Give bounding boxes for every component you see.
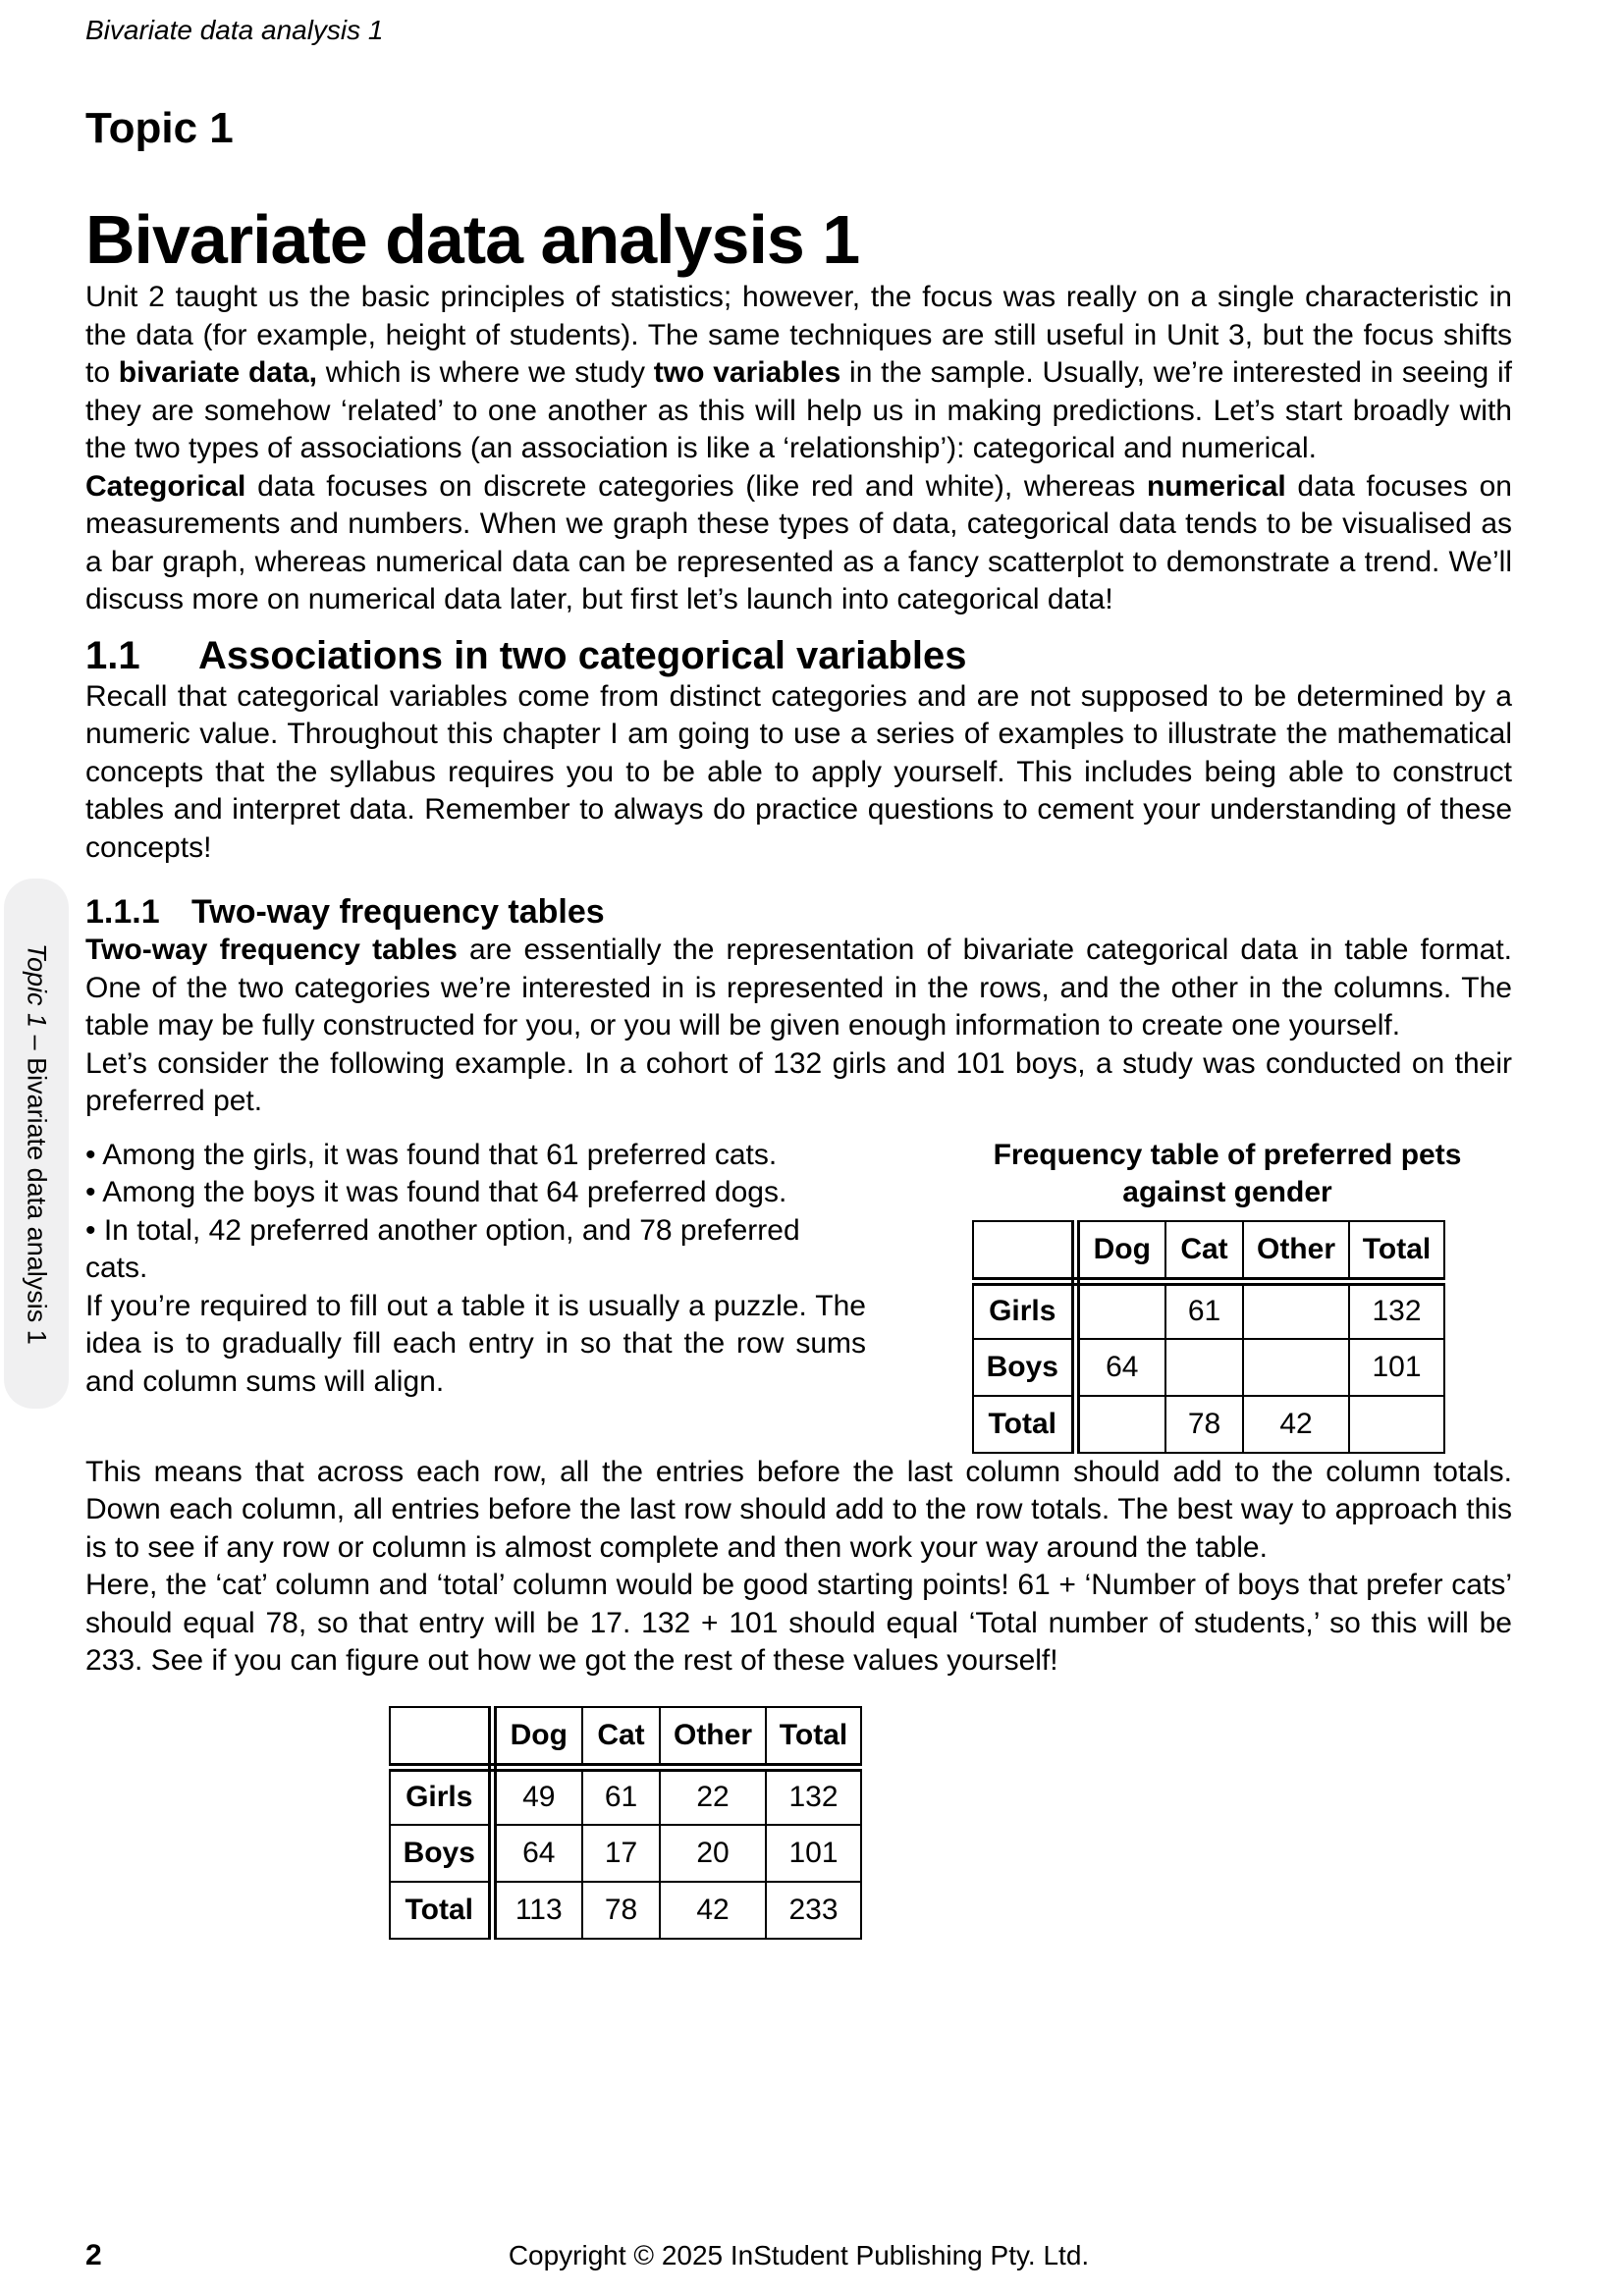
corner-cell (390, 1707, 492, 1768)
intro-paragraph-1 (85, 279, 1512, 468)
text-run: which is where we study (317, 356, 654, 389)
frequency-table-complete (389, 1706, 862, 1940)
cell: 20 (660, 1825, 766, 1882)
chapter-title: Bivariate data analysis 1 (85, 201, 860, 278)
column-header-dog: Dog (492, 1707, 582, 1768)
table-row (973, 1396, 1444, 1453)
table-row (973, 1339, 1444, 1396)
puzzle-paragraph: If you’re required to fill out a table it is usually a puzzle. The idea is to gradually fill each entry in so that the row sums and column sums will align. (85, 1289, 866, 1398)
list-item: • Among the girls, it was found that 61 preferred cats. (85, 1137, 866, 1175)
subsection-title: Two-way frequency tables (191, 893, 605, 931)
this-means-paragraph: This means that across each row, all the entries before the last column should add to the column totals. Down each column, all entries before the last row should add to the row totals. The best way to approach this is to see if any row or column is almost complete and then work your way around the table. (85, 1455, 1512, 1564)
cell (1243, 1282, 1349, 1339)
figure-title: Frequency table of preferred pets against gender (993, 1138, 1462, 1208)
page-footer (85, 2236, 1512, 2275)
recall-paragraph: Recall that categorical variables come from distinct categories and are not supposed to be determined by a numeric value. Throughout this chapter I am going to use a series of examples to illustrate the mathematical concepts that the syllabus requires you to be able to apply yourself. This includes being able to construct tables and interpret data. Remember to always do practice questions to cement your understanding of these concepts! (85, 679, 1512, 864)
list-item: • Among the boys it was found that 64 preferred dogs. (85, 1174, 866, 1212)
column-header-total: Total (766, 1707, 861, 1768)
cell: 17 (582, 1825, 660, 1882)
cell (1075, 1282, 1165, 1339)
cell: 61 (582, 1768, 660, 1825)
column-header-cat: Cat (582, 1707, 660, 1768)
example-paragraph: Let’s consider the following example. In a cohort of 132 girls and 101 boys, a study was conducted on their preferred pet. (85, 1046, 1512, 1117)
table-row (973, 1282, 1444, 1339)
row-label-total: Total (390, 1882, 492, 1939)
column-header-dog: Dog (1075, 1221, 1165, 1282)
text-run: Unit 2 taught us the basic principles of statistics; however, the focus was really on a single characteristic in the data (for example, height of students). The same techniques are still useful in Unit 3, but the focus shifts to (85, 281, 1512, 389)
table-header-row (973, 1221, 1444, 1282)
cell: 101 (766, 1825, 861, 1882)
table-header-row (390, 1707, 861, 1768)
cell: 64 (492, 1825, 582, 1882)
section-number: 1.1 (85, 633, 140, 677)
bold-term-two-variables: two variables (653, 356, 841, 389)
cell: 132 (1349, 1282, 1444, 1339)
cell: 233 (766, 1882, 861, 1939)
twoway-paragraph (85, 932, 1512, 1045)
cell: 42 (660, 1882, 766, 1939)
cell: 101 (1349, 1339, 1444, 1396)
subsection-number: 1.1.1 (85, 893, 160, 931)
cell: 132 (766, 1768, 861, 1825)
topic-heading: Topic 1 (85, 104, 234, 152)
bullet-list (85, 1137, 866, 1288)
row-label-boys: Boys (390, 1825, 492, 1882)
cell: 78 (1165, 1396, 1243, 1453)
text-run: data focuses on measurements and numbers. When we graph these types of data, categorical data tends to be visualised as a bar graph, whereas numerical data can be represented as a fancy scatterplot to demonstrate a trend. We’ll discuss more on numerical data later, but first let’s launch into categorical data! (85, 469, 1512, 615)
cell: 64 (1075, 1339, 1165, 1396)
cell (1165, 1339, 1243, 1396)
completed-table-wrapper (85, 1698, 1165, 1940)
table-row (390, 1768, 861, 1825)
section-title: Associations in two categorical variables (198, 633, 967, 677)
row-label-girls: Girls (390, 1768, 492, 1825)
section-heading-1-1 (85, 633, 1512, 678)
text-run: are essentially the representation of bivariate categorical data in table format. One of the two categories we’re interested in is represented in the rows, and the other in the columns. The table may be fully constructed for you, or you will be given enough information to create one yourself. (85, 934, 1512, 1041)
subsection-heading-1-1-1 (85, 892, 1512, 932)
cell: 61 (1165, 1282, 1243, 1339)
here-paragraph: Here, the ‘cat’ column and ‘total’ column would be good starting points! 61 + ‘Number of boys that prefer cats’ should equal 78, so that entry will be 17. 132 + 101 should equal ‘Total number of students,’ so this will be 233. See if you can figure out how we got the rest of these values yourself! (85, 1569, 1512, 1677)
list-item: • In total, 42 preferred another option, and 78 preferred cats. (85, 1212, 866, 1288)
cell: 78 (582, 1882, 660, 1939)
column-header-total: Total (1349, 1221, 1444, 1282)
cell: 42 (1243, 1396, 1349, 1453)
frequency-table-incomplete (972, 1220, 1445, 1454)
figure-block (972, 1137, 1483, 1454)
bold-term-bivariate-data: bivariate data, (118, 356, 317, 389)
copyright-text: Copyright © 2025 InStudent Publishing Pty. Ltd. (508, 2240, 1090, 2270)
table-row (390, 1825, 861, 1882)
cell (1243, 1339, 1349, 1396)
row-label-boys: Boys (973, 1339, 1075, 1396)
side-tab-chapter: – Bivariate data analysis 1 (22, 1027, 52, 1345)
bold-term-twoway-tables: Two-way frequency tables (85, 934, 458, 966)
cell: 113 (492, 1882, 582, 1939)
corner-cell (973, 1221, 1075, 1282)
running-head: Bivariate data analysis 1 (85, 15, 384, 45)
bold-term-categorical: Categorical (85, 469, 246, 503)
main-column (85, 0, 1512, 1940)
two-column-block (85, 1137, 1512, 1454)
cell: 49 (492, 1768, 582, 1825)
side-tab-topic: Topic 1 (22, 942, 52, 1028)
left-column (85, 1137, 866, 1402)
cell: 22 (660, 1768, 766, 1825)
intro-paragraph-2 (85, 468, 1512, 619)
table-row (390, 1882, 861, 1939)
column-header-other: Other (1243, 1221, 1349, 1282)
text-run: in the sample. Usually, we’re interested in seeing if they are somehow ‘related’ to one another as this will help us in making predictions. Let’s start broadly with the two types of associations (an association is like a ‘relationship’): categorical and numerical. (85, 356, 1512, 464)
chapter-side-tab (4, 879, 69, 1409)
cell (1349, 1396, 1444, 1453)
column-header-cat: Cat (1165, 1221, 1243, 1282)
text-run: data focuses on discrete categories (like red and white), whereas (245, 469, 1147, 503)
row-label-girls: Girls (973, 1282, 1075, 1339)
cell (1075, 1396, 1165, 1453)
chapter-side-tab-label (22, 943, 52, 1345)
row-label-total: Total (973, 1396, 1075, 1453)
bold-term-numerical: numerical (1146, 469, 1286, 503)
page-number: 2 (85, 2239, 102, 2271)
column-header-other: Other (660, 1707, 766, 1768)
